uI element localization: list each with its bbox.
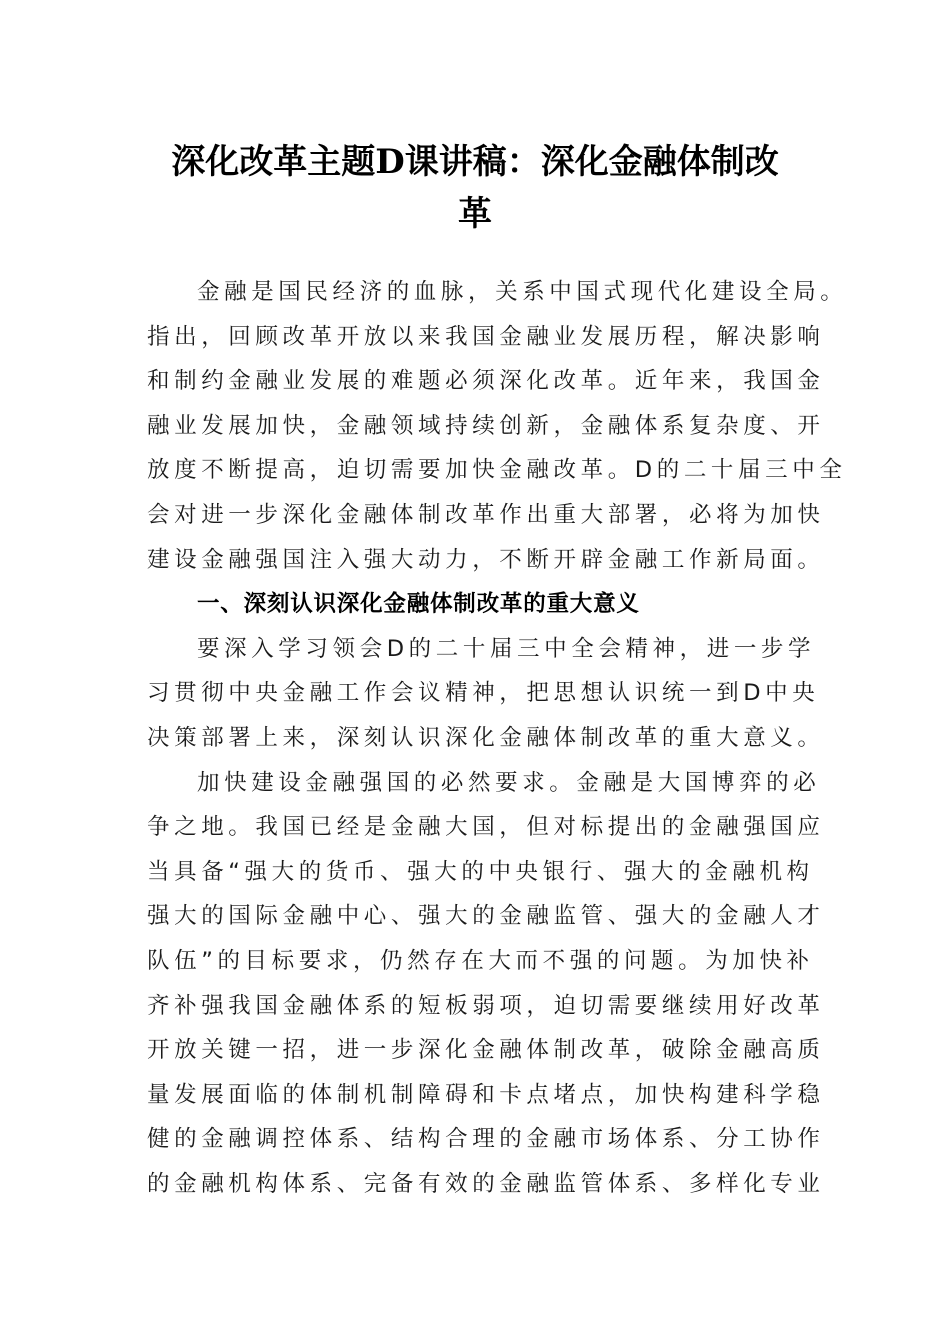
text-line: 当具备“强大的货币、强大的中央银行、强大的金融机构: [147, 858, 814, 885]
text-line: 习贯彻中央金融工作会议精神，把思想认识统一到D中央: [147, 680, 820, 707]
section-heading: 一、深刻认识深化金融体制改革的重大意义: [197, 591, 640, 618]
paragraph-financial-power: [147, 761, 825, 1207]
text-line: 队伍”的目标要求，仍然存在大而不强的问题。为加快补: [147, 947, 814, 974]
text-line: 融业发展加快，金融领域持续创新，金融体系复杂度、开: [147, 412, 825, 439]
text-line: 量发展面临的体制机制障碍和卡点堵点，加快构建科学稳: [147, 1081, 825, 1108]
text-line: 齐补强我国金融体系的短板弱项，迫切需要继续用好改革: [147, 992, 825, 1019]
text-line: 开放关键一招，进一步深化金融体制改革，破除金融高质: [147, 1037, 825, 1064]
text-line: 健的金融调控体系、结构合理的金融市场体系、分工协作: [147, 1126, 825, 1153]
text-line: 加快建设金融强国的必然要求。金融是大国博弈的必: [197, 769, 821, 796]
document-title: [140, 136, 810, 240]
text-line: 要深入学习领会D的二十届三中全会精神，进一步学: [197, 635, 816, 662]
text-line: 决策部署上来，深刻认识深化金融体制改革的重大意义。: [147, 724, 825, 751]
paragraph-intro: [147, 270, 848, 582]
text-line: 和制约金融业发展的难题必须深化改革。近年来，我国金: [147, 368, 825, 395]
text-line: 会对进一步深化金融体制改革作出重大部署，必将为加快: [147, 501, 825, 528]
paragraph-study: [147, 627, 825, 761]
text-line: 指出，回顾改革开放以来我国金融业发展历程，解决影响: [147, 323, 825, 350]
text-line: 建设金融强国注入强大动力，不断开辟金融工作新局面。: [147, 546, 825, 573]
text-line: 争之地。我国已经是金融大国，但对标提出的金融强国应: [147, 814, 825, 841]
text-line: 放度不断提高，迫切需要加快金融改革。D的二十届三中全: [147, 457, 847, 484]
text-line: 强大的国际金融中心、强大的金融监管、强大的金融人才: [147, 903, 825, 930]
document-body: [147, 270, 848, 1206]
text-line: 的金融机构体系、完备有效的金融监管体系、多样化专业: [147, 1170, 825, 1197]
title-line: 革: [458, 193, 492, 234]
text-line: 金融是国民经济的血脉，关系中国式现代化建设全局。: [197, 279, 848, 305]
section-heading-1: [147, 582, 807, 627]
title-line: 深化改革主题D课讲稿：深化金融体制改: [171, 141, 779, 182]
